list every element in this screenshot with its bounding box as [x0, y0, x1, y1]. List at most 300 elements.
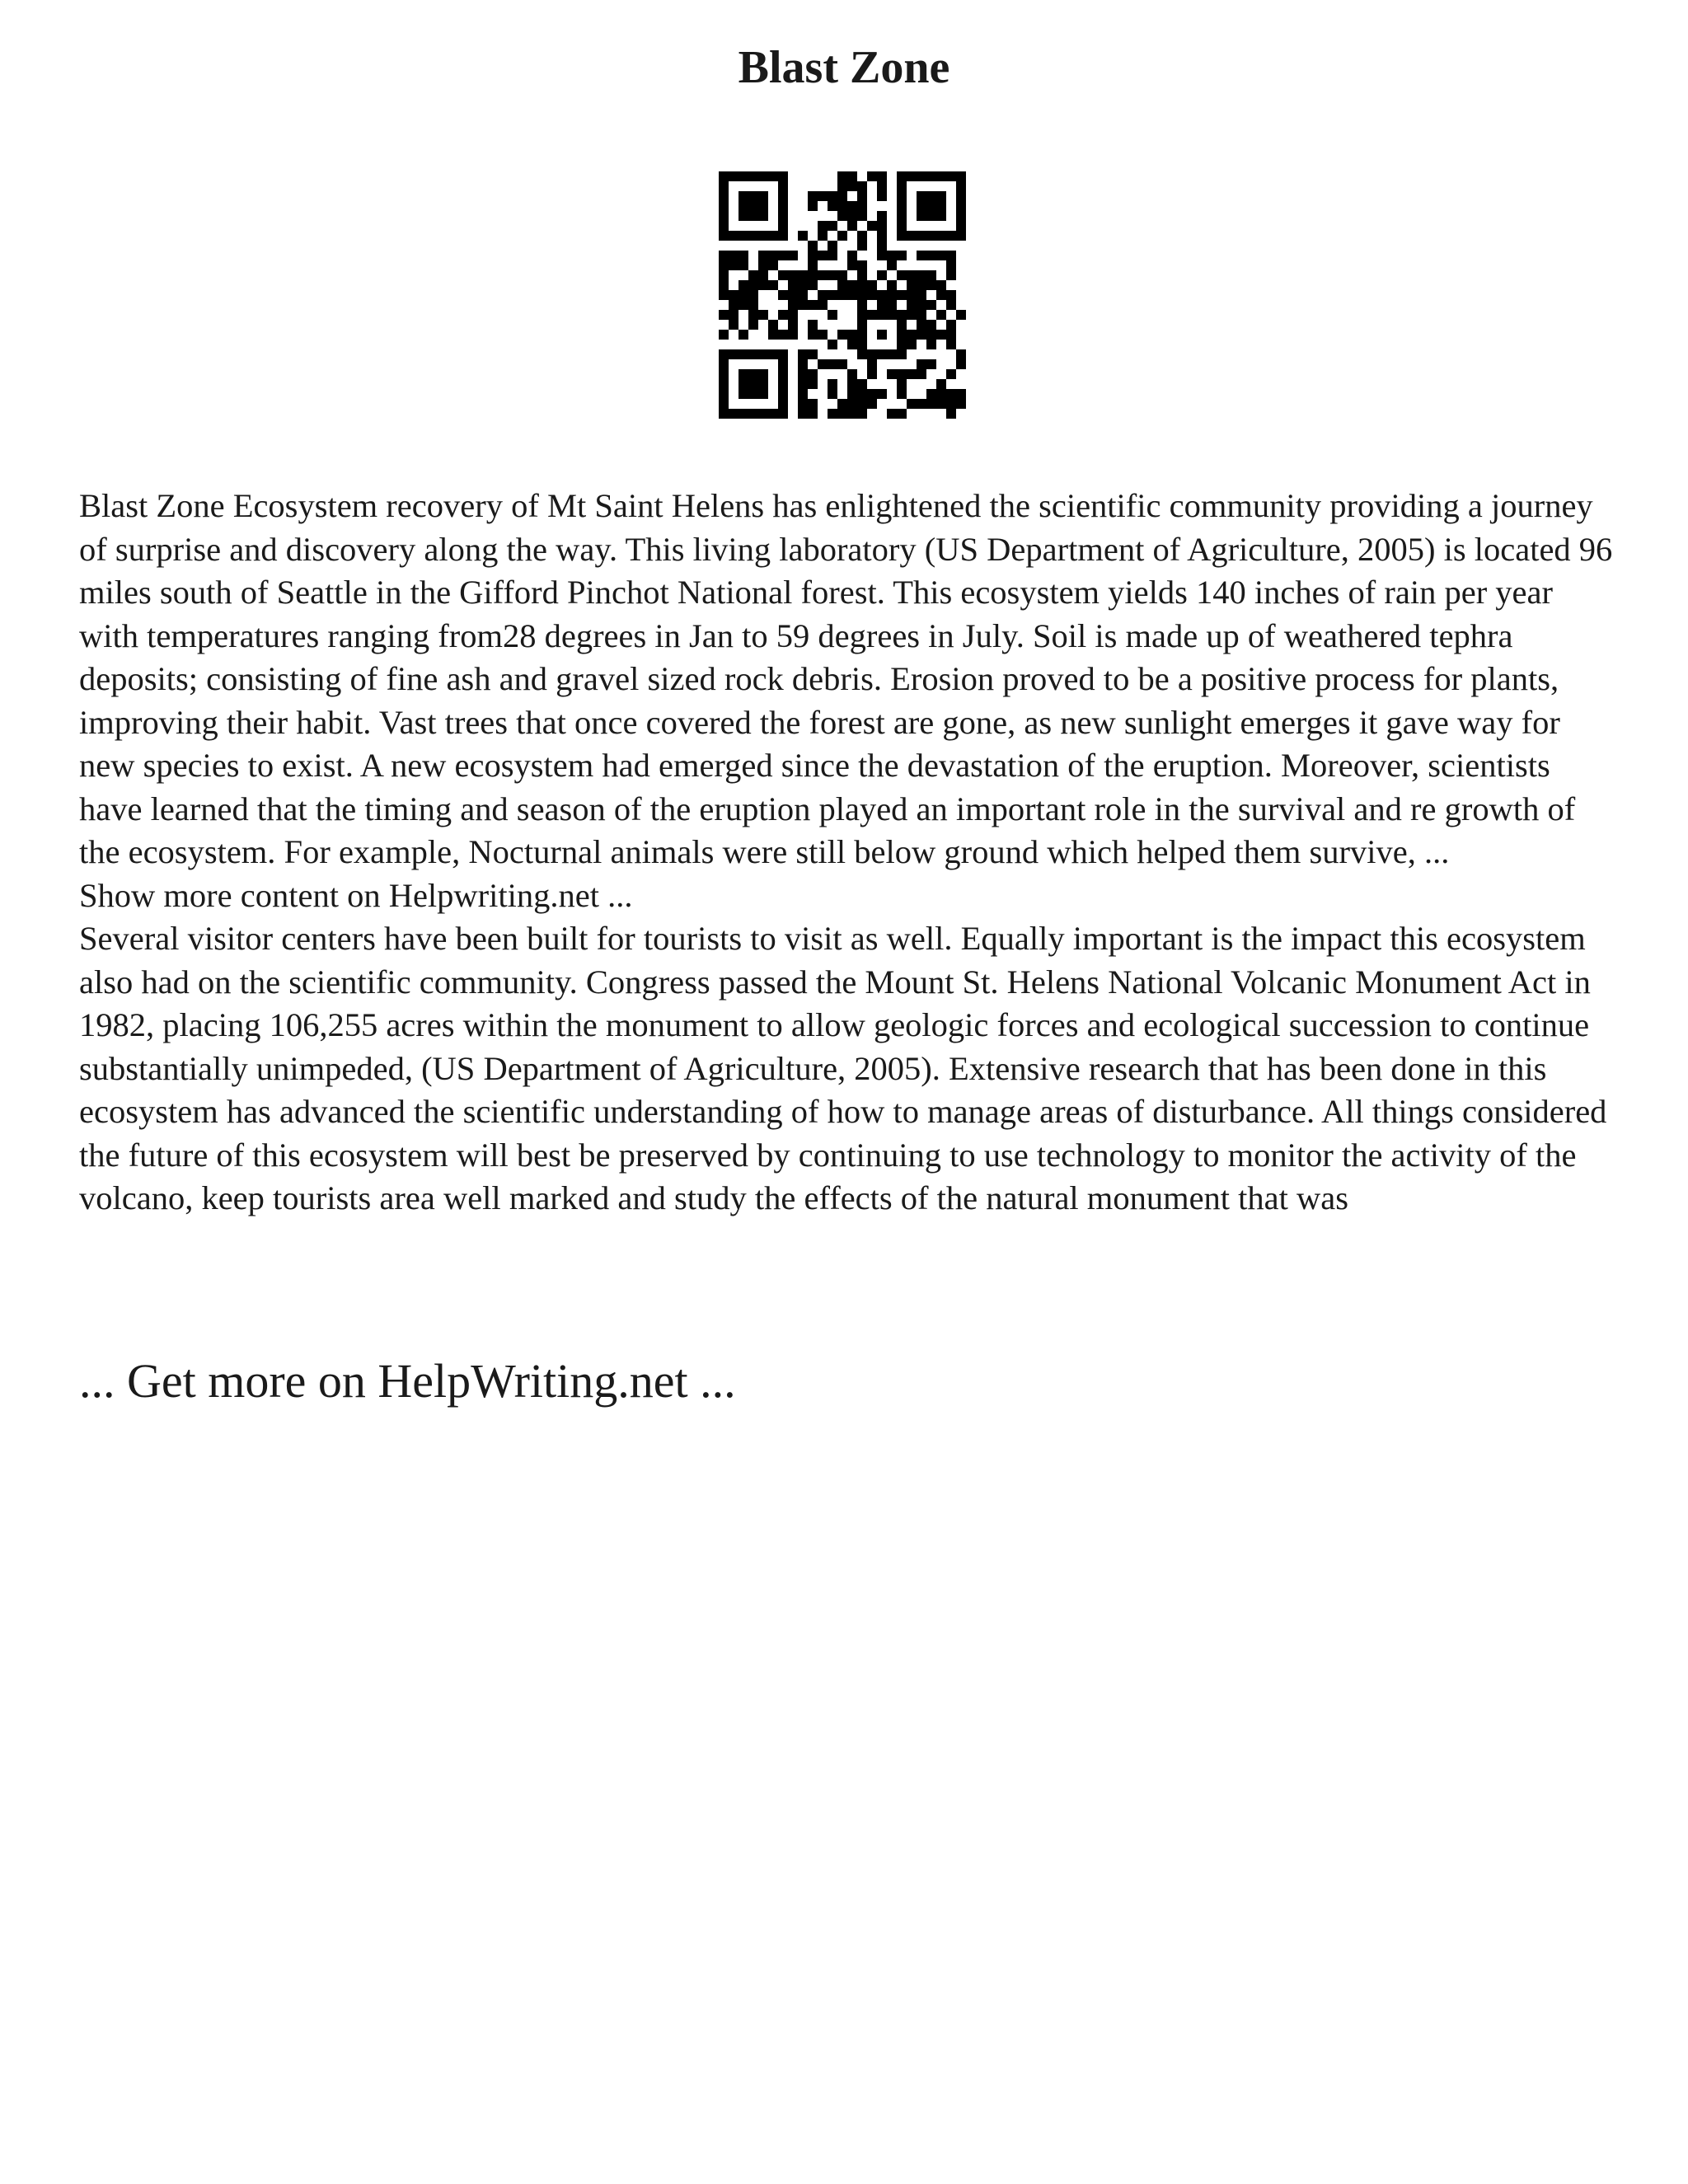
qr-module: [719, 310, 729, 320]
qr-module: [926, 270, 936, 280]
qr-module: [768, 330, 778, 340]
qr-module: [758, 280, 768, 290]
qr-module: [917, 330, 926, 340]
qr-module: [837, 211, 847, 221]
qr-module: [917, 369, 926, 379]
qr-module: [828, 201, 837, 211]
qr-module: [748, 191, 758, 201]
qr-module: [798, 270, 808, 280]
qr-module: [867, 280, 877, 290]
qr-module: [867, 171, 877, 181]
get-more-link[interactable]: ... Get more on HelpWriting.net ...: [79, 1354, 736, 1408]
qr-module: [778, 399, 788, 409]
qr-module: [867, 369, 877, 379]
qr-module: [847, 409, 857, 419]
qr-module: [857, 310, 867, 320]
qr-module: [778, 310, 788, 320]
qr-module: [907, 231, 917, 241]
qr-module: [758, 231, 768, 241]
qr-module: [808, 320, 818, 330]
qr-module: [758, 310, 768, 320]
qr-module: [936, 191, 946, 201]
qr-module: [719, 290, 729, 300]
qr-module: [887, 310, 897, 320]
qr-module: [956, 389, 966, 399]
qr-module: [748, 320, 758, 330]
qr-module: [788, 270, 798, 280]
qr-module: [946, 389, 956, 399]
qr-module: [828, 359, 837, 369]
qr-module: [926, 231, 936, 241]
qr-module: [936, 211, 946, 221]
qr-module: [828, 251, 837, 260]
qr-module: [778, 211, 788, 221]
qr-module: [778, 251, 788, 260]
qr-module: [907, 290, 917, 300]
qr-module: [788, 251, 798, 260]
qr-module: [956, 359, 966, 369]
qr-module: [738, 191, 748, 201]
qr-module: [738, 171, 748, 181]
qr-module: [887, 280, 897, 290]
qr-module: [818, 270, 828, 280]
qr-module: [758, 349, 768, 359]
qr-module: [837, 181, 847, 191]
qr-module: [857, 260, 867, 270]
qr-module: [936, 201, 946, 211]
qr-module: [748, 211, 758, 221]
qr-module: [887, 251, 897, 260]
qr-module: [748, 389, 758, 399]
qr-module: [857, 270, 867, 280]
qr-module: [758, 379, 768, 389]
qr-module: [778, 409, 788, 419]
qr-module: [808, 330, 818, 340]
qr-module: [877, 221, 887, 231]
qr-module: [828, 310, 837, 320]
qr-module: [956, 349, 966, 359]
qr-module: [719, 231, 729, 241]
qr-module: [729, 251, 738, 260]
qr-module: [828, 409, 837, 419]
qr-module: [748, 280, 758, 290]
qr-module: [828, 221, 837, 231]
qr-module: [917, 310, 926, 320]
qr-module: [847, 221, 857, 231]
qr-module: [738, 349, 748, 359]
qr-module: [837, 359, 847, 369]
qr-module: [877, 191, 887, 201]
qr-module: [758, 171, 768, 181]
qr-module: [828, 241, 837, 251]
qr-module: [729, 310, 738, 320]
qr-module: [936, 251, 946, 260]
qr-module: [758, 260, 768, 270]
qr-module: [778, 330, 788, 340]
qr-module: [857, 191, 867, 201]
qr-module: [907, 300, 917, 310]
qr-module: [798, 300, 808, 310]
qr-module: [719, 251, 729, 260]
qr-module: [798, 280, 808, 290]
qr-module: [808, 270, 818, 280]
qr-module: [758, 191, 768, 201]
qr-module: [857, 340, 867, 349]
qr-module: [847, 290, 857, 300]
qr-module: [857, 330, 867, 340]
qr-module: [738, 300, 748, 310]
qr-module: [956, 171, 966, 181]
qr-module: [917, 399, 926, 409]
qr-module: [818, 300, 828, 310]
qr-module: [926, 320, 936, 330]
qr-module: [808, 201, 818, 211]
qr-module: [897, 191, 907, 201]
qr-module: [877, 290, 887, 300]
qr-module: [778, 171, 788, 181]
qr-module: [936, 231, 946, 241]
qr-module: [936, 399, 946, 409]
qr-module: [917, 211, 926, 221]
qr-module: [768, 349, 778, 359]
qr-module: [808, 399, 818, 409]
qr-module: [926, 389, 936, 399]
qr-module: [917, 251, 926, 260]
qr-module: [729, 320, 738, 330]
qr-module: [946, 171, 956, 181]
qr-module: [956, 211, 966, 221]
qr-module: [719, 181, 729, 191]
qr-module: [738, 211, 748, 221]
qr-module: [946, 270, 956, 280]
qr-module: [887, 409, 897, 419]
qr-module: [907, 270, 917, 280]
paragraph-continued: Several visitor centers have been built for tourists to visit as well. Equally important is the impact this ecosystem also had on the scientific community. Congress passed the Mount St. Helens National Volcanic Monument Act in 1982, placing 106,255 acres within the monument to allow geologic forces and ecological succession to continue substantially unimpeded, (US Department of Agriculture, 2005). Extensive research that has been done in this ecosystem has advanced the scientific understanding of how to manage areas of disturbance. All things considered the future of this ecosystem will best be preserved by continuing to use technology to monitor the activity of the volcano, keep tourists area well marked and study the effects of the natural monument that was: [79, 920, 1607, 1216]
qr-module: [828, 379, 837, 389]
qr-module: [768, 171, 778, 181]
qr-module: [926, 211, 936, 221]
qr-module: [719, 359, 729, 369]
qr-module: [738, 409, 748, 419]
qr-module: [847, 389, 857, 399]
qr-module: [857, 379, 867, 389]
qr-module: [926, 201, 936, 211]
qr-module: [798, 359, 808, 369]
qr-module: [758, 211, 768, 221]
qr-module: [857, 349, 867, 359]
qr-module: [857, 300, 867, 310]
qr-module: [917, 290, 926, 300]
qr-module: [897, 251, 907, 260]
qr-module: [877, 270, 887, 280]
qr-module: [778, 349, 788, 359]
qr-module: [956, 399, 966, 409]
qr-module: [719, 399, 729, 409]
qr-module: [926, 300, 936, 310]
qr-module: [917, 171, 926, 181]
qr-code-icon: [719, 171, 966, 419]
qr-module: [778, 191, 788, 201]
qr-module: [778, 290, 788, 300]
qr-module: [877, 300, 887, 310]
qr-module: [748, 409, 758, 419]
qr-module: [847, 171, 857, 181]
qr-module: [877, 389, 887, 399]
qr-module: [877, 181, 887, 191]
qr-module: [778, 359, 788, 369]
qr-module: [877, 349, 887, 359]
qr-module: [808, 260, 818, 270]
qr-module: [857, 241, 867, 251]
qr-module: [729, 231, 738, 241]
qr-module: [946, 330, 956, 340]
qr-module: [926, 280, 936, 290]
qr-module: [847, 340, 857, 349]
qr-module: [946, 251, 956, 260]
qr-module: [837, 290, 847, 300]
qr-module: [738, 231, 748, 241]
qr-module: [828, 340, 837, 349]
qr-module: [729, 260, 738, 270]
qr-module: [798, 399, 808, 409]
qr-module: [778, 379, 788, 389]
qr-module: [719, 369, 729, 379]
qr-module: [897, 349, 907, 359]
qr-module: [818, 290, 828, 300]
qr-module: [719, 330, 729, 340]
qr-module: [946, 340, 956, 349]
qr-module: [897, 409, 907, 419]
qr-module: [808, 369, 818, 379]
qr-module: [768, 260, 778, 270]
qr-module: [748, 201, 758, 211]
qr-module: [877, 231, 887, 241]
qr-module: [936, 310, 946, 320]
qr-module: [738, 280, 748, 290]
qr-module: [847, 181, 857, 191]
qr-module: [956, 201, 966, 211]
qr-module: [907, 280, 917, 290]
qr-module: [847, 399, 857, 409]
qr-module: [946, 290, 956, 300]
qr-module: [788, 330, 798, 340]
qr-module: [818, 191, 828, 201]
qr-module: [946, 231, 956, 241]
qr-module: [778, 369, 788, 379]
qr-module: [729, 409, 738, 419]
qr-module: [738, 369, 748, 379]
qr-module: [828, 290, 837, 300]
qr-module: [758, 201, 768, 211]
qr-module: [887, 260, 897, 270]
qr-module: [719, 409, 729, 419]
qr-module: [917, 320, 926, 330]
qr-module: [946, 409, 956, 419]
qr-module: [897, 171, 907, 181]
qr-module: [719, 280, 729, 290]
qr-module: [818, 359, 828, 369]
qr-module: [857, 409, 867, 419]
qr-module: [877, 211, 887, 221]
qr-module: [887, 349, 897, 359]
qr-module: [758, 251, 768, 260]
qr-module: [729, 349, 738, 359]
qr-module: [857, 389, 867, 399]
qr-module: [798, 369, 808, 379]
qr-module: [867, 310, 877, 320]
qr-module: [758, 389, 768, 399]
qr-module: [946, 399, 956, 409]
qr-module: [907, 399, 917, 409]
qr-module: [818, 251, 828, 260]
qr-module: [857, 320, 867, 330]
qr-module: [917, 201, 926, 211]
qr-module: [788, 320, 798, 330]
qr-module: [867, 359, 877, 369]
qr-module: [798, 231, 808, 241]
qr-module: [926, 171, 936, 181]
qr-module: [788, 280, 798, 290]
qr-module: [946, 320, 956, 330]
qr-module: [719, 270, 729, 280]
qr-module: [917, 231, 926, 241]
qr-module: [936, 379, 946, 389]
qr-module: [897, 201, 907, 211]
qr-module: [768, 231, 778, 241]
qr-module: [748, 369, 758, 379]
qr-module: [738, 260, 748, 270]
qr-module: [828, 191, 837, 201]
qr-module: [748, 379, 758, 389]
qr-module: [758, 270, 768, 280]
qr-module: [828, 270, 837, 280]
qr-module: [808, 251, 818, 260]
qr-module: [877, 330, 887, 340]
qr-module: [729, 171, 738, 181]
qr-module: [808, 300, 818, 310]
qr-module: [778, 231, 788, 241]
qr-module: [847, 369, 857, 379]
qr-module: [768, 280, 778, 290]
qr-module: [917, 270, 926, 280]
qr-module: [956, 310, 966, 320]
qr-module: [808, 241, 818, 251]
qr-module: [748, 270, 758, 280]
qr-module: [917, 280, 926, 290]
qr-module: [798, 389, 808, 399]
qr-module: [748, 290, 758, 300]
qr-module: [926, 340, 936, 349]
qr-module: [729, 290, 738, 300]
qr-module: [738, 251, 748, 260]
qr-module: [837, 201, 847, 211]
qr-module: [907, 369, 917, 379]
qr-module: [798, 379, 808, 389]
qr-module: [847, 211, 857, 221]
qr-module: [719, 171, 729, 181]
qr-module: [857, 181, 867, 191]
qr-module: [847, 330, 857, 340]
qr-module: [847, 280, 857, 290]
qr-module: [758, 409, 768, 419]
qr-module: [719, 191, 729, 201]
qr-module: [917, 300, 926, 310]
qr-module: [897, 389, 907, 399]
qr-module: [936, 280, 946, 290]
qr-module: [897, 310, 907, 320]
qr-module: [936, 171, 946, 181]
qr-module: [897, 181, 907, 191]
qr-module: [857, 201, 867, 211]
qr-module: [907, 330, 917, 340]
qr-module: [956, 191, 966, 201]
qr-module: [857, 231, 867, 241]
qr-module: [748, 231, 758, 241]
qr-module: [837, 280, 847, 290]
qr-module: [917, 191, 926, 201]
qr-module: [768, 320, 778, 330]
qr-module: [897, 369, 907, 379]
qr-module: [788, 290, 798, 300]
qr-module: [907, 310, 917, 320]
qr-module: [837, 270, 847, 280]
qr-module: [798, 349, 808, 359]
qr-module: [748, 300, 758, 310]
qr-module: [798, 409, 808, 419]
qr-module: [936, 389, 946, 399]
qr-module: [729, 300, 738, 310]
qr-module: [748, 349, 758, 359]
qr-module: [877, 171, 887, 181]
qr-module: [897, 221, 907, 231]
qr-module: [837, 409, 847, 419]
qr-module: [907, 171, 917, 181]
qr-module: [719, 389, 729, 399]
qr-module: [877, 241, 887, 251]
qr-module: [956, 221, 966, 231]
qr-module: [847, 379, 857, 389]
qr-module: [897, 330, 907, 340]
qr-module: [758, 369, 768, 379]
qr-module: [748, 310, 758, 320]
qr-module: [748, 171, 758, 181]
qr-module: [738, 201, 748, 211]
qr-module: [897, 270, 907, 280]
qr-module: [887, 290, 897, 300]
qr-module: [719, 221, 729, 231]
qr-module: [778, 181, 788, 191]
qr-module: [738, 389, 748, 399]
qr-module: [857, 290, 867, 300]
qr-module: [946, 260, 956, 270]
qr-module: [778, 201, 788, 211]
qr-module: [808, 409, 818, 419]
qr-module: [877, 310, 887, 320]
qr-module: [778, 270, 788, 280]
show-more-line[interactable]: Show more content on Helpwriting.net ...: [79, 876, 633, 914]
qr-module: [847, 260, 857, 270]
qr-module: [867, 290, 877, 300]
qr-module: [907, 340, 917, 349]
qr-module: [719, 211, 729, 221]
qr-module: [837, 191, 847, 201]
qr-module: [897, 290, 907, 300]
qr-module: [788, 310, 798, 320]
qr-module: [778, 221, 788, 231]
qr-module: [956, 231, 966, 241]
qr-module: [847, 201, 857, 211]
qr-module: [738, 379, 748, 389]
